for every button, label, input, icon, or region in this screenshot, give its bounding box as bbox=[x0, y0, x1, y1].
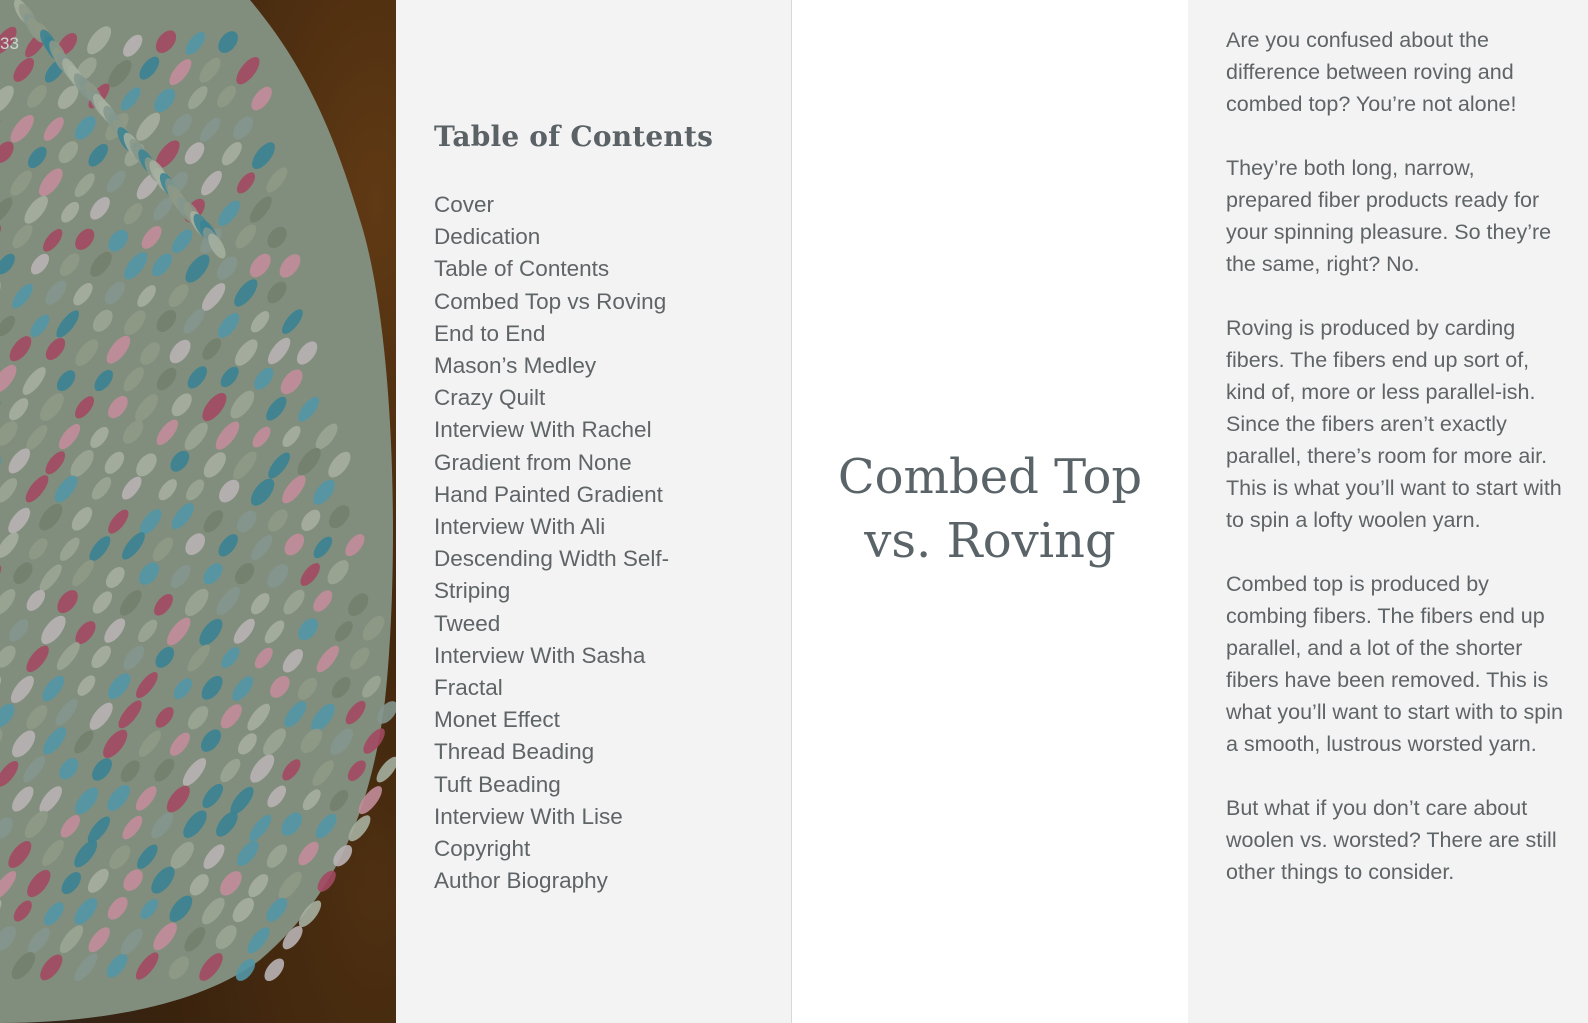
toc-item[interactable]: Gradient from None bbox=[434, 449, 632, 475]
toc-title: Table of Contents bbox=[434, 120, 714, 153]
toc-item[interactable]: Copyright bbox=[434, 836, 531, 862]
chapter-title bbox=[820, 445, 1160, 573]
paragraph-4: Combed top is produced by combing fibers. The fibers end up parallel, and a lot of the shorter fibers have been removed. This is what you’ll want to start with to spin a smooth, lustrous worsted yarn. bbox=[1226, 572, 1563, 756]
paragraph-3: Roving is produced by carding fibers. The fibers end up sort of, kind of, more or less parallel-ish. Since the fibers aren’t exactly parallel, there’s room for more air. This is what you’ll want to start with to spin a lofty woolen yarn. bbox=[1226, 316, 1562, 532]
toc-item[interactable]: Monet Effect bbox=[434, 707, 560, 733]
chapter-title-line-1: Combed Top bbox=[837, 448, 1143, 505]
toc-item[interactable]: Cover bbox=[434, 192, 495, 217]
toc-item[interactable]: Mason’s Medley bbox=[434, 353, 597, 379]
paragraph-1: Are you confused about the difference between roving and combed top? You’re not alone! bbox=[1226, 28, 1517, 116]
toc-list bbox=[434, 189, 704, 897]
paragraph-5: But what if you don’t care about woolen vs. worsted? There are still other things to consider. bbox=[1226, 796, 1557, 884]
toc-item[interactable]: Interview With Rachel bbox=[434, 417, 652, 443]
toc-item[interactable]: Dedication bbox=[434, 224, 541, 250]
toc-panel bbox=[396, 0, 792, 1023]
toc-item[interactable]: Striping bbox=[434, 578, 511, 604]
toc-item[interactable]: Fractal bbox=[434, 675, 503, 701]
toc-item[interactable]: Table of Contents bbox=[434, 256, 610, 282]
yarn-photo bbox=[0, 0, 396, 1023]
chapter-title-line-2: vs. Roving bbox=[864, 512, 1116, 569]
toc-item[interactable]: Author Biography bbox=[434, 868, 608, 894]
toc-item[interactable]: Tuft Beading bbox=[434, 771, 561, 797]
page-number: 33 bbox=[0, 34, 19, 53]
toc-item[interactable]: Hand Painted Gradient bbox=[434, 481, 663, 507]
chapter-title-panel bbox=[792, 0, 1188, 1023]
body-text-panel bbox=[1188, 0, 1588, 1023]
yarn-skein-image bbox=[0, 0, 396, 1023]
toc-item[interactable]: Tweed bbox=[434, 610, 501, 636]
toc-item[interactable]: Interview With Lise bbox=[434, 803, 623, 829]
toc-item[interactable]: Thread Beading bbox=[434, 739, 595, 765]
toc-item[interactable]: Combed Top vs Roving bbox=[434, 288, 667, 314]
toc-item[interactable]: Interview With Sasha bbox=[434, 642, 646, 668]
paragraph-2: They’re both long, narrow, prepared fiber products ready for your spinning pleasure. So they’re the same, right? No. bbox=[1226, 156, 1552, 276]
toc-item[interactable]: Interview With Ali bbox=[434, 514, 606, 540]
toc-item[interactable]: Crazy Quilt bbox=[434, 385, 546, 411]
toc-item[interactable]: Descending Width Self- bbox=[434, 546, 670, 572]
toc-item[interactable]: End to End bbox=[434, 320, 546, 346]
